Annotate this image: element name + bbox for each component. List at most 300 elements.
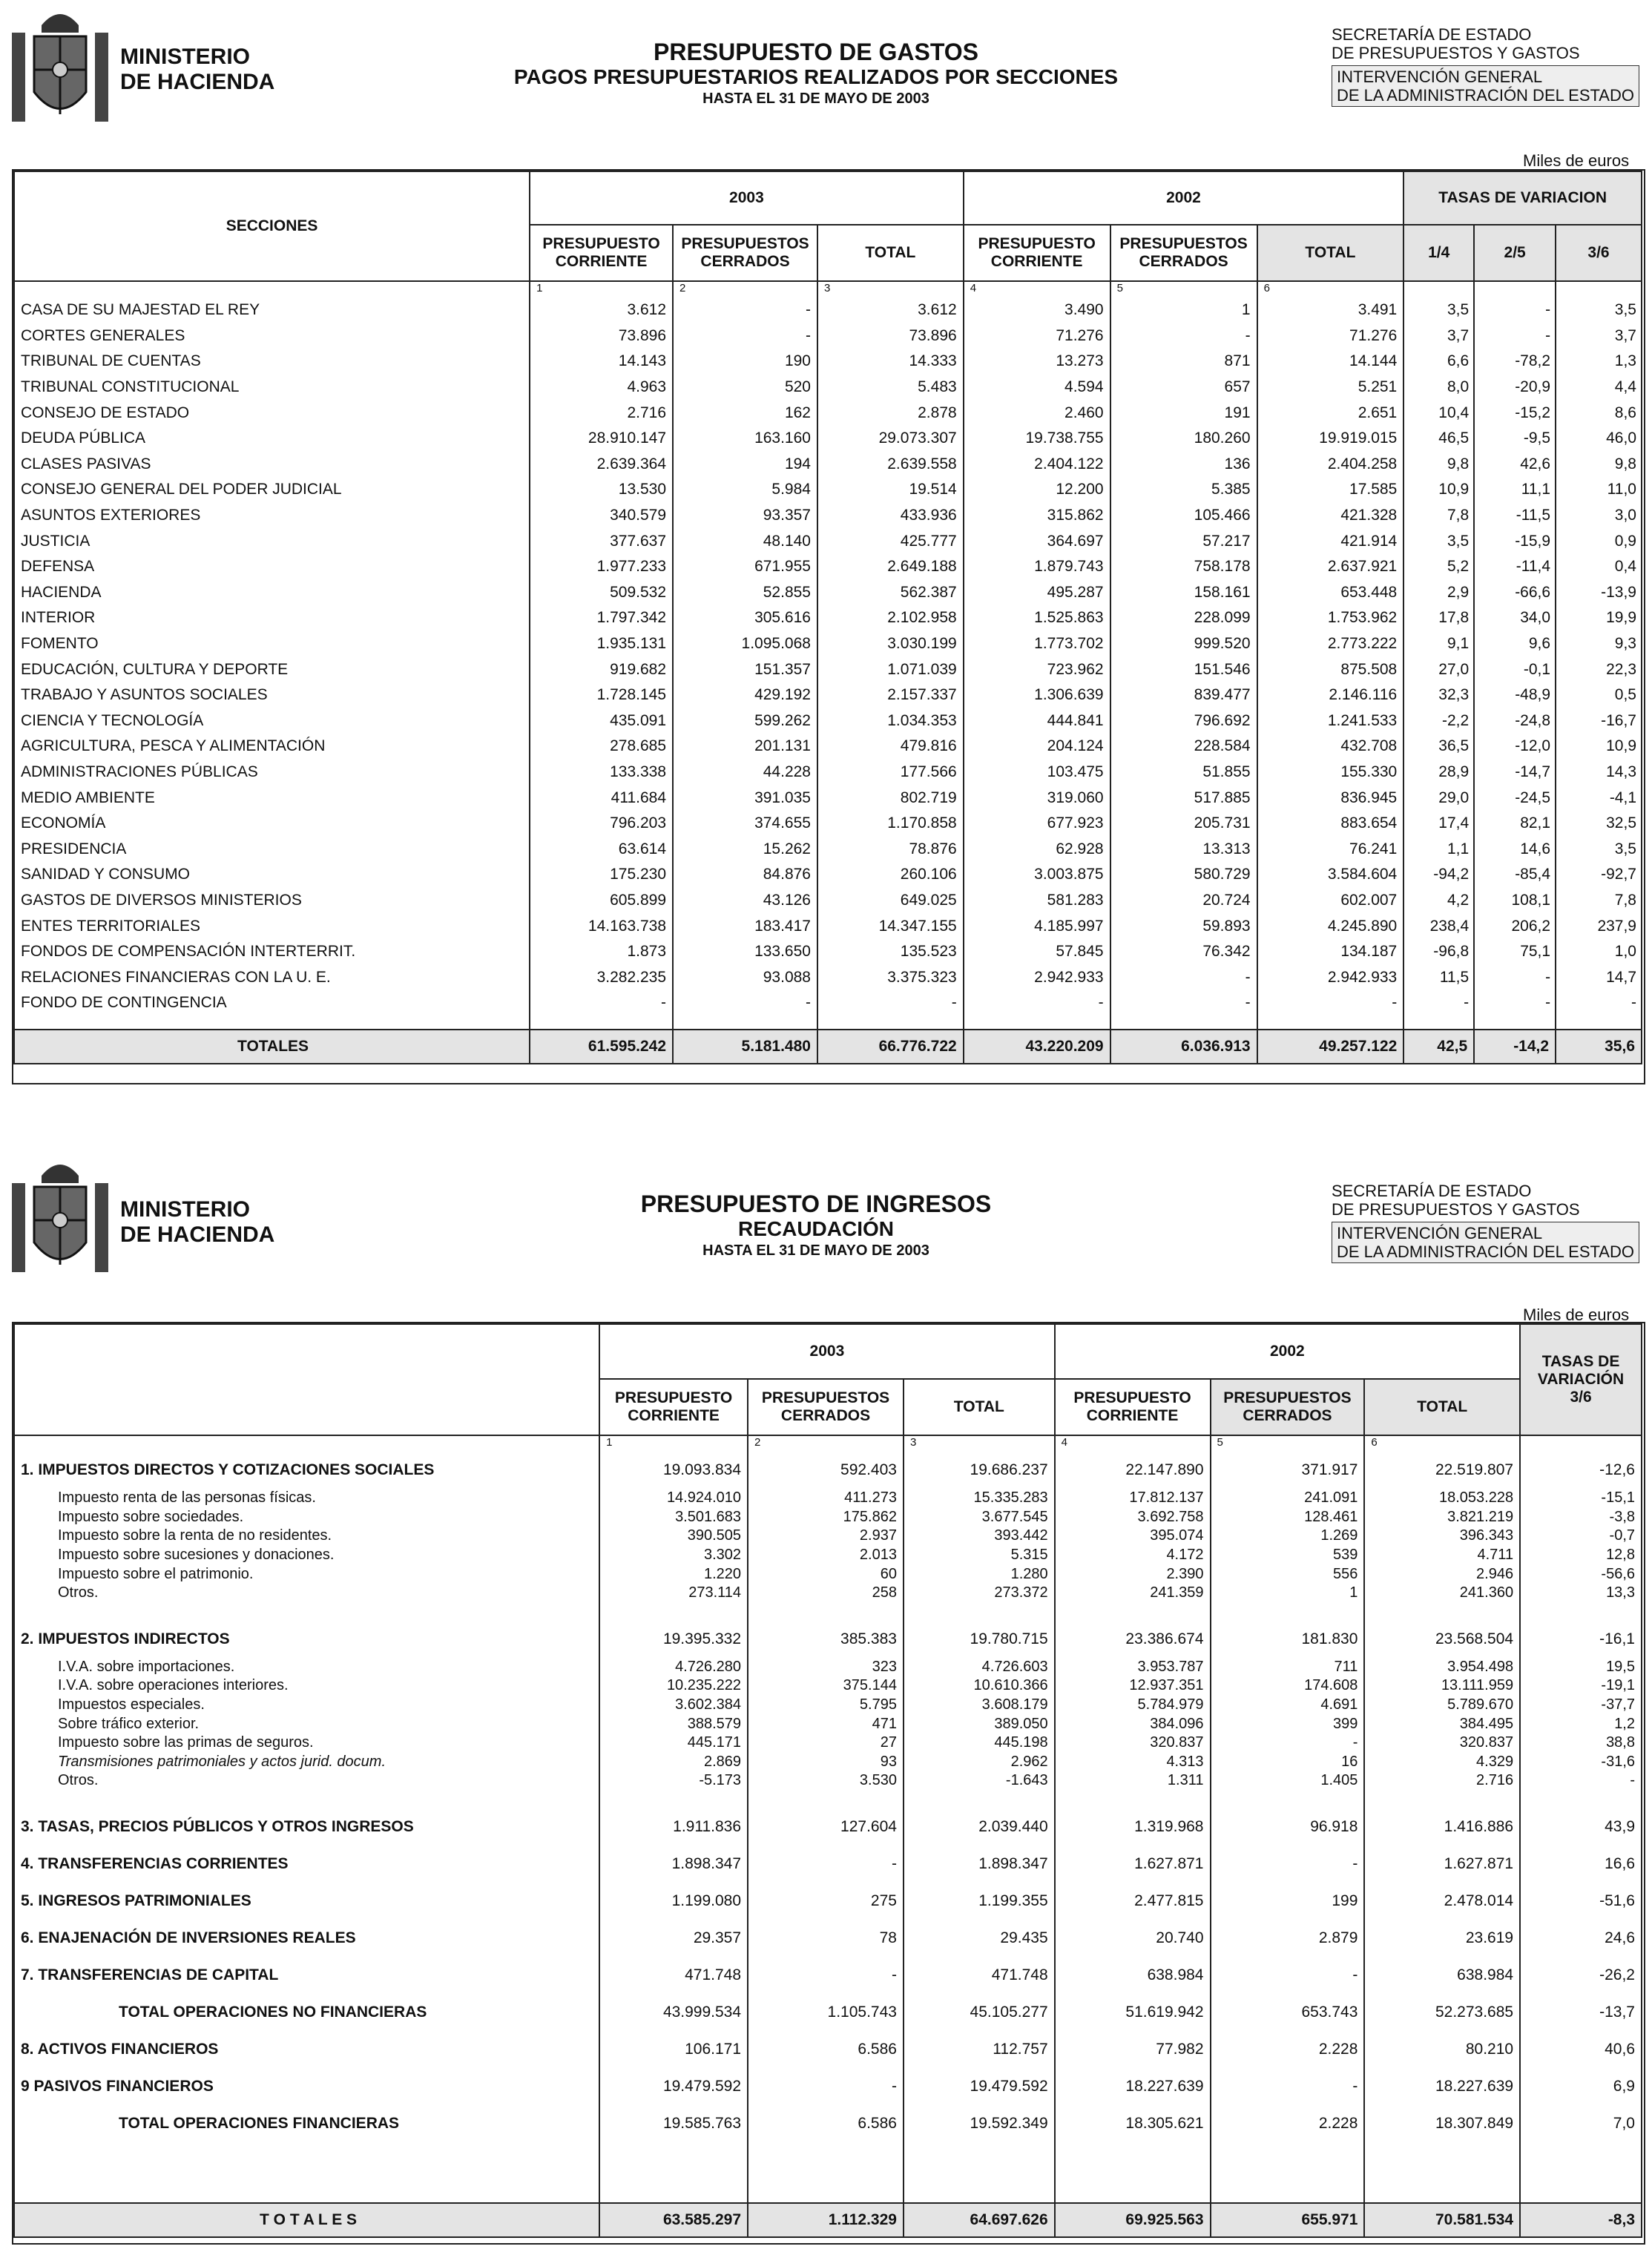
- cell-value: 23.568.504: [1364, 1621, 1520, 1658]
- column-number-row: [14, 281, 1642, 297]
- cell-value: -5.173: [599, 1771, 748, 1791]
- row-label: ASUNTOS EXTERIORES: [14, 503, 530, 529]
- row-label: PRESIDENCIA: [14, 836, 530, 862]
- row-label: 8. ACTIVOS FINANCIEROS: [14, 2031, 599, 2068]
- col-ratio-1-4: 1/4: [1403, 225, 1474, 281]
- cell-value: 758.178: [1110, 554, 1257, 580]
- cell-value: -: [1211, 1846, 1365, 1883]
- total-value: 6.036.913: [1110, 1030, 1257, 1064]
- cell-value: 2.878: [817, 400, 964, 426]
- cell-value: -11,4: [1474, 554, 1556, 580]
- cell-value: 384.096: [1055, 1714, 1211, 1734]
- cell-value: 175.230: [530, 862, 673, 888]
- subitem-row: [14, 1584, 1642, 1603]
- year-2002: 2002: [964, 171, 1404, 225]
- cell-value: 6,9: [1520, 2068, 1642, 2105]
- cell-value: 11,0: [1556, 477, 1642, 503]
- cell-value: 2.639.558: [817, 452, 964, 478]
- cell-value: 19.780.715: [904, 1621, 1055, 1658]
- cell-value: 136: [1110, 452, 1257, 478]
- cell-value: 1.405: [1211, 1771, 1365, 1791]
- cell-value: 1.241.533: [1257, 708, 1404, 734]
- cell-value: 391.035: [673, 785, 817, 811]
- sec-line1: SECRETARÍA DE ESTADO: [1332, 25, 1532, 44]
- cell-value: 14.333: [817, 349, 964, 375]
- cell-value: 17,8: [1403, 605, 1474, 631]
- totals-row: [14, 1030, 1642, 1064]
- cell-value: 435.091: [530, 708, 673, 734]
- cell-value: 17,4: [1403, 811, 1474, 837]
- cell-value: 2.639.364: [530, 452, 673, 478]
- gastos-table: [13, 171, 1642, 1064]
- gastos-table-row: [14, 297, 1642, 323]
- cell-value: 796.203: [530, 811, 673, 837]
- cell-value: 258: [748, 1584, 904, 1603]
- row-label: JUSTICIA: [14, 528, 530, 554]
- cell-value: 4.313: [1055, 1753, 1211, 1772]
- cell-value: 52.273.685: [1364, 1994, 1520, 2031]
- secretaria-block: [1332, 1182, 1639, 1263]
- cell-value: 9,6: [1474, 631, 1556, 657]
- units-label: Miles de euros: [1523, 151, 1630, 170]
- row-label: CASA DE SU MAJESTAD EL REY: [14, 297, 530, 323]
- cell-value: 18.305.621: [1055, 2105, 1211, 2142]
- cell-value: 28.910.147: [530, 426, 673, 452]
- cell-value: 23.386.674: [1055, 1621, 1211, 1658]
- row-label: Impuesto renta de las personas físicas.: [14, 1489, 599, 1508]
- cell-value: 1.773.702: [964, 631, 1110, 657]
- interv-line1: INTERVENCIÓN GENERAL: [1337, 68, 1543, 86]
- cell-value: -0,7: [1520, 1527, 1642, 1546]
- cell-value: 1.753.962: [1257, 605, 1404, 631]
- cell-value: 2.477.815: [1055, 1883, 1211, 1920]
- cell-value: 1.105.743: [748, 1994, 904, 2031]
- cell-value: 11,5: [1403, 964, 1474, 990]
- cell-value: 5.984: [673, 477, 817, 503]
- cell-value: 399: [1211, 1714, 1365, 1734]
- cell-value: 1.873: [530, 939, 673, 965]
- row-label: ADMINISTRACIONES PÚBLICAS: [14, 760, 530, 786]
- cell-value: 2.228: [1211, 2105, 1365, 2142]
- row-label: EDUCACIÓN, CULTURA Y DEPORTE: [14, 656, 530, 682]
- cell-value: 18.307.849: [1364, 2105, 1520, 2142]
- total-value: 61.595.242: [530, 1030, 673, 1064]
- cell-value: 14,7: [1556, 964, 1642, 990]
- gastos-table-row: [14, 375, 1642, 401]
- gastos-table-row: [14, 426, 1642, 452]
- row-label: FONDO DE CONTINGENCIA: [14, 990, 530, 1016]
- gastos-table-row: [14, 477, 1642, 503]
- cell-value: 875.508: [1257, 656, 1404, 682]
- cell-value: 278.685: [530, 734, 673, 760]
- cell-value: 1.879.743: [964, 554, 1110, 580]
- col-pcerr-2003: PRESUPUESTOS CERRADOS: [748, 1379, 904, 1435]
- cell-value: 93: [748, 1753, 904, 1772]
- colnum-4: 4: [1055, 1435, 1211, 1452]
- cell-value: 1.416.886: [1364, 1808, 1520, 1846]
- gastos-table-row: [14, 913, 1642, 939]
- cell-value: 71.276: [964, 323, 1110, 349]
- cell-value: 190: [673, 349, 817, 375]
- row-label: GASTOS DE DIVERSOS MINISTERIOS: [14, 888, 530, 914]
- cell-value: 2.716: [1364, 1771, 1520, 1791]
- gastos-table-row: [14, 785, 1642, 811]
- cell-value: 45.105.277: [904, 1994, 1055, 2031]
- cell-value: 445.198: [904, 1734, 1055, 1753]
- cell-value: 2.651: [1257, 400, 1404, 426]
- col-pc-2003: PRESUPUESTO CORRIENTE: [599, 1379, 748, 1435]
- cell-value: 2.039.440: [904, 1808, 1055, 1846]
- cell-value: 2.390: [1055, 1564, 1211, 1584]
- cell-value: 151.357: [673, 656, 817, 682]
- cell-value: 1,0: [1556, 939, 1642, 965]
- row-label: Sobre tráfico exterior.: [14, 1714, 599, 1734]
- cell-value: 3,5: [1556, 297, 1642, 323]
- gastos-title-block: [445, 39, 1187, 108]
- cell-value: 9,1: [1403, 631, 1474, 657]
- cell-value: 425.777: [817, 528, 964, 554]
- cell-value: 3.302: [599, 1546, 748, 1565]
- cell-value: 151.546: [1110, 656, 1257, 682]
- colnum-1: 1: [599, 1435, 748, 1452]
- gastos-date: HASTA EL 31 DE MAYO DE 2003: [702, 90, 929, 107]
- cell-value: 3.584.604: [1257, 862, 1404, 888]
- sec-line2: DE PRESUPUESTOS Y GASTOS: [1332, 1200, 1580, 1219]
- colnum-5: 5: [1211, 1435, 1365, 1452]
- cell-value: 1.898.347: [599, 1846, 748, 1883]
- cell-value: 78: [748, 1920, 904, 1957]
- cell-value: 3.030.199: [817, 631, 964, 657]
- cell-value: -: [1474, 964, 1556, 990]
- cell-value: 433.936: [817, 503, 964, 529]
- cell-value: 7,8: [1403, 503, 1474, 529]
- cell-value: 238,4: [1403, 913, 1474, 939]
- cell-value: 2.942.933: [1257, 964, 1404, 990]
- col-pc-2003: PRESUPUESTO CORRIENTE: [530, 225, 673, 281]
- col-pcerr-2002: PRESUPUESTOS CERRADOS: [1110, 225, 1257, 281]
- ministry-line1: MINISTERIO: [120, 1197, 251, 1222]
- subitem-row: [14, 1771, 1642, 1791]
- cell-value: 0,9: [1556, 528, 1642, 554]
- cell-value: 445.171: [599, 1734, 748, 1753]
- cell-value: 2.228: [1211, 2031, 1365, 2068]
- cell-value: 2.102.958: [817, 605, 964, 631]
- cell-value: 5.789.670: [1364, 1696, 1520, 1715]
- total-value: -14,2: [1474, 1030, 1556, 1064]
- tasas-header: TASAS DE VARIACION: [1403, 171, 1642, 225]
- row-label: HACIENDA: [14, 580, 530, 606]
- cell-value: -: [1556, 990, 1642, 1016]
- cell-value: -: [673, 323, 817, 349]
- cell-value: 4.172: [1055, 1546, 1211, 1565]
- cell-value: 6.586: [748, 2031, 904, 2068]
- cell-value: 9,8: [1403, 452, 1474, 478]
- row-label: 4. TRANSFERENCIAS CORRIENTES: [14, 1846, 599, 1883]
- cell-value: 1.627.871: [1364, 1846, 1520, 1883]
- cell-value: 421.328: [1257, 503, 1404, 529]
- cell-value: 5.385: [1110, 477, 1257, 503]
- cell-value: 384.495: [1364, 1714, 1520, 1734]
- cell-value: 364.697: [964, 528, 1110, 554]
- cell-value: 1.269: [1211, 1527, 1365, 1546]
- cell-value: 19,9: [1556, 605, 1642, 631]
- cell-value: 57.217: [1110, 528, 1257, 554]
- cell-value: -11,5: [1474, 503, 1556, 529]
- year-2002: 2002: [1055, 1324, 1520, 1379]
- cell-value: 14.144: [1257, 349, 1404, 375]
- row-label: 9 PASIVOS FINANCIEROS: [14, 2068, 599, 2105]
- cell-value: -: [530, 990, 673, 1016]
- subitem-row: [14, 1508, 1642, 1527]
- col-total-2003: TOTAL: [904, 1379, 1055, 1435]
- cell-value: 43.126: [673, 888, 817, 914]
- ministry-name: [120, 45, 274, 95]
- cell-value: 133.650: [673, 939, 817, 965]
- cell-value: 1.034.353: [817, 708, 964, 734]
- cell-value: 13.111.959: [1364, 1676, 1520, 1696]
- cell-value: 18.227.639: [1055, 2068, 1211, 2105]
- subitem-row: [14, 1734, 1642, 1753]
- cell-value: 2.869: [599, 1753, 748, 1772]
- cell-value: 32,5: [1556, 811, 1642, 837]
- cell-value: 9,3: [1556, 631, 1642, 657]
- cell-value: 205.731: [1110, 811, 1257, 837]
- row-label: FONDOS DE COMPENSACIÓN INTERTERRIT.: [14, 939, 530, 965]
- cell-value: 3,5: [1403, 297, 1474, 323]
- cell-value: 19.479.592: [904, 2068, 1055, 2105]
- interv-line1: INTERVENCIÓN GENERAL: [1337, 1224, 1543, 1242]
- cell-value: 20.740: [1055, 1920, 1211, 1957]
- cell-value: 52.855: [673, 580, 817, 606]
- cell-value: 340.579: [530, 503, 673, 529]
- cell-value: -: [1110, 964, 1257, 990]
- cell-value: 59.893: [1110, 913, 1257, 939]
- cell-value: 43,9: [1520, 1808, 1642, 1846]
- cell-value: 19.514: [817, 477, 964, 503]
- cell-value: 14,3: [1556, 760, 1642, 786]
- cell-value: 323: [748, 1658, 904, 1677]
- cell-value: 2.637.921: [1257, 554, 1404, 580]
- spacer-row: [14, 1016, 1642, 1030]
- cell-value: -56,6: [1520, 1564, 1642, 1584]
- cell-value: 2.157.337: [817, 682, 964, 708]
- row-label: 7. TRANSFERENCIAS DE CAPITAL: [14, 1957, 599, 1994]
- cell-value: 1.199.080: [599, 1883, 748, 1920]
- cell-value: -1.643: [904, 1771, 1055, 1791]
- gastos-table-row: [14, 349, 1642, 375]
- cell-value: -85,4: [1474, 862, 1556, 888]
- cell-value: 421.914: [1257, 528, 1404, 554]
- row-label: TRIBUNAL DE CUENTAS: [14, 349, 530, 375]
- cell-value: 24,6: [1520, 1920, 1642, 1957]
- cell-value: -13,9: [1556, 580, 1642, 606]
- gastos-table-row: [14, 528, 1642, 554]
- cell-value: 237,9: [1556, 913, 1642, 939]
- cell-value: 4.726.280: [599, 1658, 748, 1677]
- cell-value: 155.330: [1257, 760, 1404, 786]
- row-label: TRIBUNAL CONSTITUCIONAL: [14, 375, 530, 401]
- cell-value: -37,7: [1520, 1696, 1642, 1715]
- cell-value: -3,8: [1520, 1508, 1642, 1527]
- cell-value: 73.896: [530, 323, 673, 349]
- cell-value: 375.144: [748, 1676, 904, 1696]
- cell-value: 29.073.307: [817, 426, 964, 452]
- cell-value: 10,4: [1403, 400, 1474, 426]
- cell-value: 77.982: [1055, 2031, 1211, 2068]
- cell-value: -19,1: [1520, 1676, 1642, 1696]
- cell-value: 796.692: [1110, 708, 1257, 734]
- cell-value: 517.885: [1110, 785, 1257, 811]
- cell-value: 377.637: [530, 528, 673, 554]
- cell-value: 638.984: [1055, 1957, 1211, 1994]
- cell-value: 4.594: [964, 375, 1110, 401]
- gastos-table-row: [14, 811, 1642, 837]
- cell-value: 96.918: [1211, 1808, 1365, 1846]
- cell-value: 839.477: [1110, 682, 1257, 708]
- subitem-row: [14, 1658, 1642, 1677]
- total-value: 66.776.722: [817, 1030, 964, 1064]
- cell-value: 1.220: [599, 1564, 748, 1584]
- cell-value: 4.245.890: [1257, 913, 1404, 939]
- cell-value: 3.003.875: [964, 862, 1110, 888]
- spacer-row: [14, 2142, 1642, 2203]
- gastos-table-row: [14, 836, 1642, 862]
- cell-value: 18.227.639: [1364, 2068, 1520, 2105]
- cell-value: 1.306.639: [964, 682, 1110, 708]
- cell-value: 199: [1211, 1883, 1365, 1920]
- gastos-table-row: [14, 503, 1642, 529]
- chapter-row: [14, 1452, 1642, 1489]
- cell-value: 556: [1211, 1564, 1365, 1584]
- total-value: 49.257.122: [1257, 1030, 1404, 1064]
- cell-value: 2.942.933: [964, 964, 1110, 990]
- cell-value: 1: [1110, 297, 1257, 323]
- cell-value: 260.106: [817, 862, 964, 888]
- cell-value: 135.523: [817, 939, 964, 965]
- cell-value: 539: [1211, 1546, 1365, 1565]
- cell-value: 22.147.890: [1055, 1452, 1211, 1489]
- row-label: CLASES PASIVAS: [14, 452, 530, 478]
- cell-value: 38,8: [1520, 1734, 1642, 1753]
- cell-value: 871: [1110, 349, 1257, 375]
- cell-value: -20,9: [1474, 375, 1556, 401]
- row-label: MEDIO AMBIENTE: [14, 785, 530, 811]
- cell-value: -: [1211, 2068, 1365, 2105]
- cell-value: -: [1257, 990, 1404, 1016]
- ingresos-table: [13, 1323, 1642, 2238]
- gastos-title: PRESUPUESTO DE GASTOS: [653, 39, 979, 65]
- cell-value: 2.478.014: [1364, 1883, 1520, 1920]
- interv-line2: DE LA ADMINISTRACIÓN DEL ESTADO: [1337, 1242, 1634, 1261]
- row-label: TOTAL OPERACIONES NO FINANCIERAS: [14, 1994, 599, 2031]
- cell-value: 1,2: [1520, 1714, 1642, 1734]
- cell-value: 13.530: [530, 477, 673, 503]
- cell-value: 10,9: [1556, 734, 1642, 760]
- row-label: TRABAJO Y ASUNTOS SOCIALES: [14, 682, 530, 708]
- cell-value: 57.845: [964, 939, 1110, 965]
- cell-value: 14,6: [1474, 836, 1556, 862]
- cell-value: 29.435: [904, 1920, 1055, 1957]
- cell-value: 3,5: [1403, 528, 1474, 554]
- cell-value: 649.025: [817, 888, 964, 914]
- total-value: 70.581.534: [1364, 2203, 1520, 2237]
- cell-value: 13.273: [964, 349, 1110, 375]
- cell-value: -0,1: [1474, 656, 1556, 682]
- cell-value: 76.342: [1110, 939, 1257, 965]
- cell-value: -: [1110, 990, 1257, 1016]
- col-pc-2002: PRESUPUESTO CORRIENTE: [1055, 1379, 1211, 1435]
- cell-value: 183.417: [673, 913, 817, 939]
- subitem-row: [14, 1527, 1642, 1546]
- row-label: CONSEJO DE ESTADO: [14, 400, 530, 426]
- cell-value: -14,7: [1474, 760, 1556, 786]
- cell-value: 162: [673, 400, 817, 426]
- cell-value: 3.491: [1257, 297, 1404, 323]
- cell-value: 8,6: [1556, 400, 1642, 426]
- total-value: 655.971: [1211, 2203, 1365, 2237]
- cell-value: -31,6: [1520, 1753, 1642, 1772]
- cell-value: 4.963: [530, 375, 673, 401]
- row-label: 6. ENAJENACIÓN DE INVERSIONES REALES: [14, 1920, 599, 1957]
- cell-value: 63.614: [530, 836, 673, 862]
- cell-value: -9,5: [1474, 426, 1556, 452]
- cell-value: 14.163.738: [530, 913, 673, 939]
- cell-value: 106.171: [599, 2031, 748, 2068]
- cell-value: 44.228: [673, 760, 817, 786]
- coat-of-arms-icon: [4, 3, 116, 133]
- cell-value: 241.359: [1055, 1584, 1211, 1603]
- cell-value: 43.999.534: [599, 1994, 748, 2031]
- total-value: 64.697.626: [904, 2203, 1055, 2237]
- total-value: 5.181.480: [673, 1030, 817, 1064]
- cell-value: 19.686.237: [904, 1452, 1055, 1489]
- cell-value: 12.200: [964, 477, 1110, 503]
- cell-value: 14.347.155: [817, 913, 964, 939]
- total-value: -8,3: [1520, 2203, 1642, 2237]
- cell-value: 2.404.258: [1257, 452, 1404, 478]
- cell-value: 3.821.219: [1364, 1508, 1520, 1527]
- cell-value: 105.466: [1110, 503, 1257, 529]
- cell-value: 1.525.863: [964, 605, 1110, 631]
- gastos-table-row: [14, 888, 1642, 914]
- cell-value: 0,4: [1556, 554, 1642, 580]
- cell-value: 2.146.116: [1257, 682, 1404, 708]
- colnum-1: 1: [530, 281, 673, 297]
- cell-value: -: [673, 297, 817, 323]
- cell-value: 7,0: [1520, 2105, 1642, 2142]
- interv-line2: DE LA ADMINISTRACIÓN DEL ESTADO: [1337, 86, 1634, 105]
- cell-value: 19.093.834: [599, 1452, 748, 1489]
- cell-value: -92,7: [1556, 862, 1642, 888]
- cell-value: 432.708: [1257, 734, 1404, 760]
- row-label: Impuesto sobre el patrimonio.: [14, 1564, 599, 1584]
- col-pc-2002: PRESUPUESTO CORRIENTE: [964, 225, 1110, 281]
- gastos-table-row: [14, 964, 1642, 990]
- cell-value: 5.784.979: [1055, 1696, 1211, 1715]
- cell-value: 3,7: [1556, 323, 1642, 349]
- chapter-row: [14, 1808, 1642, 1846]
- total-value: 42,5: [1403, 1030, 1474, 1064]
- cell-value: -: [1211, 1957, 1365, 1994]
- cell-value: -78,2: [1474, 349, 1556, 375]
- cell-value: 82,1: [1474, 811, 1556, 837]
- total-value: 1.112.329: [748, 2203, 904, 2237]
- cell-value: 80.210: [1364, 2031, 1520, 2068]
- cell-value: 27: [748, 1734, 904, 1753]
- row-label: Impuesto sobre la renta de no residentes.: [14, 1527, 599, 1546]
- cell-value: 75,1: [1474, 939, 1556, 965]
- cell-value: 592.403: [748, 1452, 904, 1489]
